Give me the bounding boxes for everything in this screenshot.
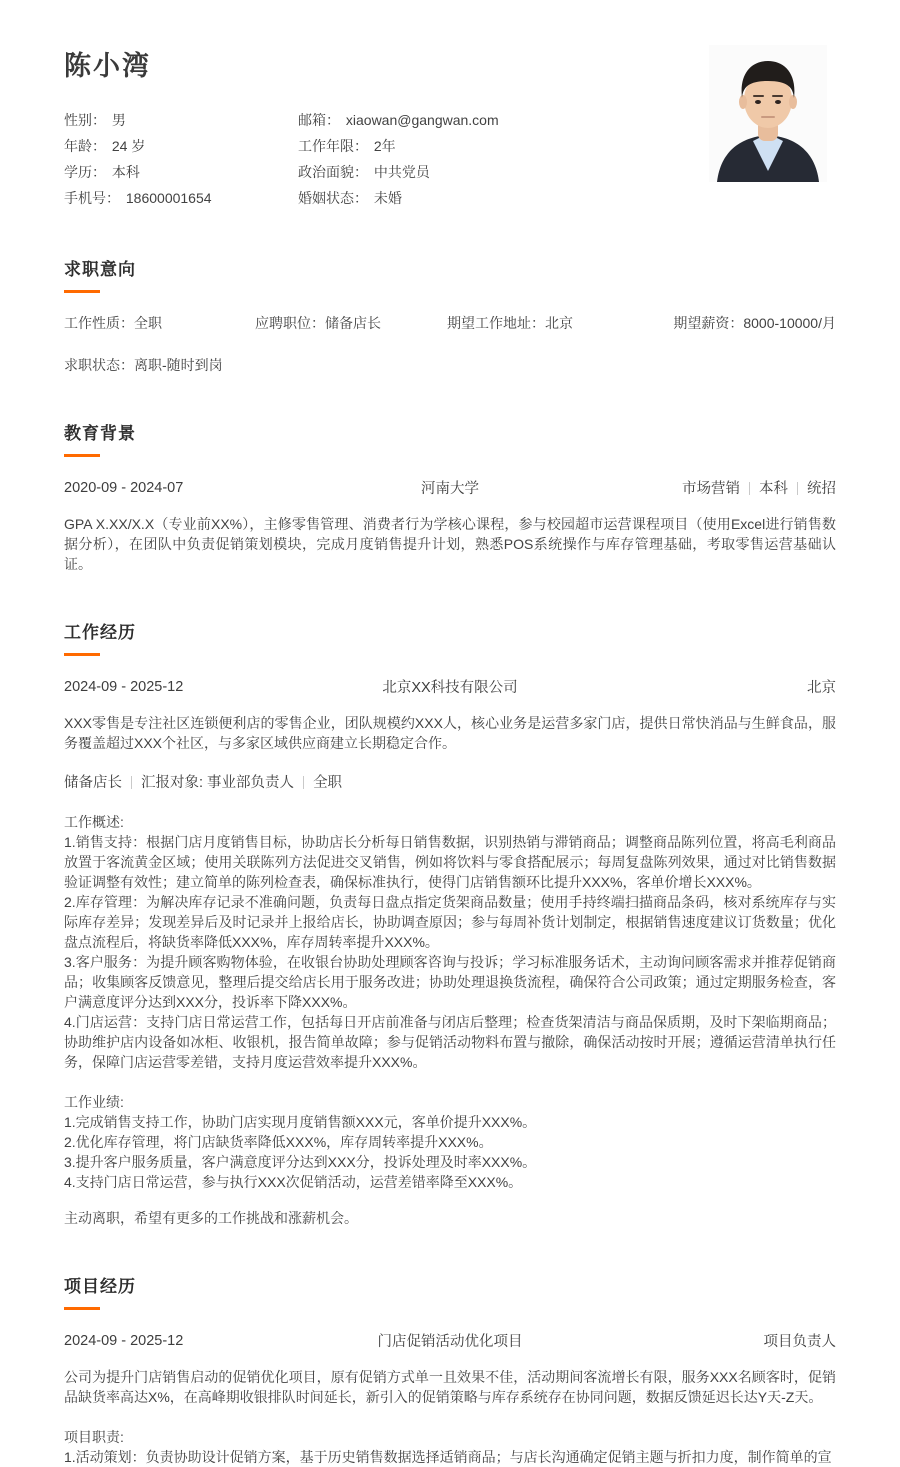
- achievement-item: 1.完成销售支持工作，协助门店实现月度销售额XXX元，客单价提升XXX%。: [64, 1114, 537, 1130]
- work-period: 2024-09 - 2025-12: [64, 678, 184, 695]
- position-row: [64, 771, 836, 792]
- intent-label: 应聘职位：: [255, 315, 325, 331]
- divider: [749, 482, 750, 495]
- intent-value: 北京: [545, 315, 573, 331]
- divider: [131, 776, 132, 789]
- education-description: GPA X.XX/X.X（专业前XX%），主修零售管理、消费者行为学核心课程，参与校园超市运营课程项目（使用Excel进行销售数据分析），在团队中负责促销策划模块，完成月度销售提升计划，熟悉POS系统操作与库存管理基础，考取零售运营基础认证。: [64, 516, 836, 572]
- info-item: [298, 107, 499, 133]
- overview-item: 1.销售支持：根据门店月度销售目标，协助店长分析每日销售数据，识别热销与滞销商品；调整商品陈列位置，将高毛利商品放置于客流黄金区域；使用关联陈列方法促进交叉销售，例如将饮料与零食搭配展示；每周复盘陈列效果，通过对比销售数据验证调整有效性；建立简单的陈列检查表，确保标准执行，使得门店销售额环比提升XXX%，客单价增长XXX%。: [64, 834, 836, 890]
- education-enroll-type: 统招: [807, 481, 836, 497]
- info-value: 18600001654: [125, 190, 212, 206]
- intent-field: [661, 313, 836, 333]
- info-item: [298, 185, 499, 211]
- intent-label: 期望工作地址：: [447, 315, 545, 331]
- info-item: [298, 159, 499, 185]
- intent-label: 工作性质：: [64, 315, 134, 331]
- intent-field: [255, 313, 447, 333]
- status-value: 离职-随时到岗: [134, 357, 223, 373]
- duty-item: 1.活动策划：负责协助设计促销方案，基于历史销售数据选择适销商品；与店长沟通确定促销主题与折扣力度，制作简单的宣: [64, 1449, 832, 1465]
- intent-value: 储备店长: [325, 315, 381, 331]
- achievements-title: 工作业绩:: [64, 1094, 124, 1110]
- duty-list: [64, 1447, 836, 1467]
- leave-reason: 主动离职，希望有更多的工作挑战和涨薪机会。: [64, 1210, 358, 1226]
- info-value: 男: [111, 112, 126, 128]
- info-label: 工作年限：: [298, 138, 368, 154]
- work-report-to: 汇报对象: 事业部负责人: [141, 775, 295, 791]
- section-education: [64, 419, 836, 574]
- work-company: 北京XX科技有限公司: [382, 680, 518, 696]
- achievement-item: 4.支持门店日常运营，参与执行XXX次促销活动，运营差错率降至XXX%。: [64, 1174, 523, 1190]
- overview-title: 工作概述:: [64, 814, 124, 830]
- info-label: 年龄：: [64, 138, 106, 154]
- basic-info-left: [64, 107, 298, 211]
- page-title: 陈小湾: [64, 51, 151, 81]
- project-row: [64, 1330, 836, 1351]
- accent-bar: [64, 454, 100, 457]
- info-item: [64, 133, 298, 159]
- achievement-item: 2.优化库存管理，将门店缺货率降低XXX%，库存周转率提升XXX%。: [64, 1134, 493, 1150]
- section-project: [64, 1272, 836, 1467]
- project-background: 公司为提升门店销售启动的促销优化项目，原有促销方式单一且效果不佳，活动期间客流增长有限，服务XXX名顾客时，促销品缺货率高达X%，在高峰期收银排队时间延长，新引入的促销策略与库存系统存在协同问题，数据反馈延迟长达Y天-Z天。: [64, 1369, 836, 1405]
- overview-item: 2.库存管理：为解决库存记录不准确问题，负责每日盘点指定货架商品数量；使用手持终端扫描商品条码，核对系统库存与实际库存差异；发现差异后及时记录并上报给店长，协助调查原因；参与每周补货计划制定，根据销售速度建议订货数量；优化盘点流程后，将缺货率降低XXX%，库存周转率提升XXX%。: [64, 894, 836, 950]
- company-intro: XXX零售是专注社区连锁便利店的零售企业，团队规模约XXX人，核心业务是运营多家门店，提供日常快消品与生鲜食品，服务覆盖超过XXX个社区，与多家区域供应商建立长期稳定合作。: [64, 715, 836, 751]
- work-row: [64, 676, 836, 697]
- education-meta: [479, 477, 836, 498]
- section-title: 项目经历: [64, 1277, 136, 1296]
- work-job-type: 全职: [313, 775, 343, 791]
- education-school: 河南大学: [421, 481, 479, 497]
- intent-label: 期望薪资：: [673, 315, 744, 331]
- intent-field: [447, 313, 661, 333]
- info-item: [298, 133, 499, 159]
- overview-list: [64, 832, 836, 1072]
- info-label: 学历：: [64, 164, 106, 180]
- project-name: 门店促销活动优化项目: [377, 1334, 523, 1350]
- info-item: [64, 185, 298, 211]
- education-row: [64, 477, 836, 498]
- project-role: 项目负责人: [763, 1334, 836, 1350]
- achievements-list: [64, 1112, 836, 1192]
- intent-field: [64, 313, 255, 333]
- education-major: 市场营销: [682, 481, 740, 497]
- section-title: 求职意向: [64, 260, 136, 279]
- section-job-intent: [64, 255, 836, 375]
- divider: [303, 776, 304, 789]
- info-value: 2年: [373, 138, 396, 154]
- info-value: xiaowan@gangwan.com: [345, 112, 499, 128]
- overview-item: 4.门店运营：支持门店日常运营工作，包括每日开店前准备与闭店后整理；检查货架清洁与商品保质期，及时下架临期商品；协助维护店内设备如冰柜、收银机，报告简单故障；参与促销活动物料布置与撤除，确保活动按时开展；遵循运营清单执行任务，保障门店运营零差错，支持月度运营效率提升XXX%。: [64, 1014, 836, 1070]
- info-label: 政治面貌：: [298, 164, 368, 180]
- info-item: [64, 159, 298, 185]
- basic-info-right: [298, 107, 499, 211]
- info-value: 24 岁: [111, 138, 146, 154]
- education-period: 2020-09 - 2024-07: [64, 479, 184, 496]
- job-status: [64, 355, 836, 375]
- intent-value: 全职: [134, 315, 162, 331]
- status-label: 求职状态：: [64, 357, 134, 373]
- duty-title: 项目职责:: [64, 1429, 124, 1445]
- job-intent-fields: [64, 313, 836, 333]
- info-value: 中共党员: [373, 164, 430, 180]
- work-position: 储备店长: [64, 775, 122, 791]
- project-period: 2024-09 - 2025-12: [64, 1332, 184, 1349]
- info-label: 婚姻状态：: [298, 190, 368, 206]
- accent-bar: [64, 290, 100, 293]
- work-location: 北京: [807, 680, 836, 696]
- intent-value: 8000-10000/月: [743, 315, 836, 331]
- overview-item: 3.客户服务：为提升顾客购物体验，在收银台协助处理顾客咨询与投诉；学习标准服务话术，主动询问顾客需求并推荐促销商品；收集顾客反馈意见，整理后提交给店长用于服务改进；协助处理退换货流程，确保符合公司政策；通过定期服务检查，客户满意度评分达到XXX分，投诉率下降XXX%。: [64, 954, 836, 1010]
- achievement-item: 3.提升客户服务质量，客户满意度评分达到XXX分，投诉处理及时率XXX%。: [64, 1154, 537, 1170]
- info-value: 未婚: [373, 190, 402, 206]
- education-degree: 本科: [759, 481, 788, 497]
- info-item: [64, 107, 298, 133]
- section-title: 工作经历: [64, 623, 136, 642]
- accent-bar: [64, 1307, 100, 1310]
- info-label: 邮箱：: [298, 112, 340, 128]
- resume-header: [64, 44, 836, 211]
- profile-photo: [709, 45, 827, 182]
- divider: [797, 482, 798, 495]
- section-work: [64, 618, 836, 1228]
- section-title: 教育背景: [64, 424, 136, 443]
- accent-bar: [64, 653, 100, 656]
- info-label: 性别：: [64, 112, 106, 128]
- info-label: 手机号：: [64, 190, 120, 206]
- info-value: 本科: [111, 164, 140, 180]
